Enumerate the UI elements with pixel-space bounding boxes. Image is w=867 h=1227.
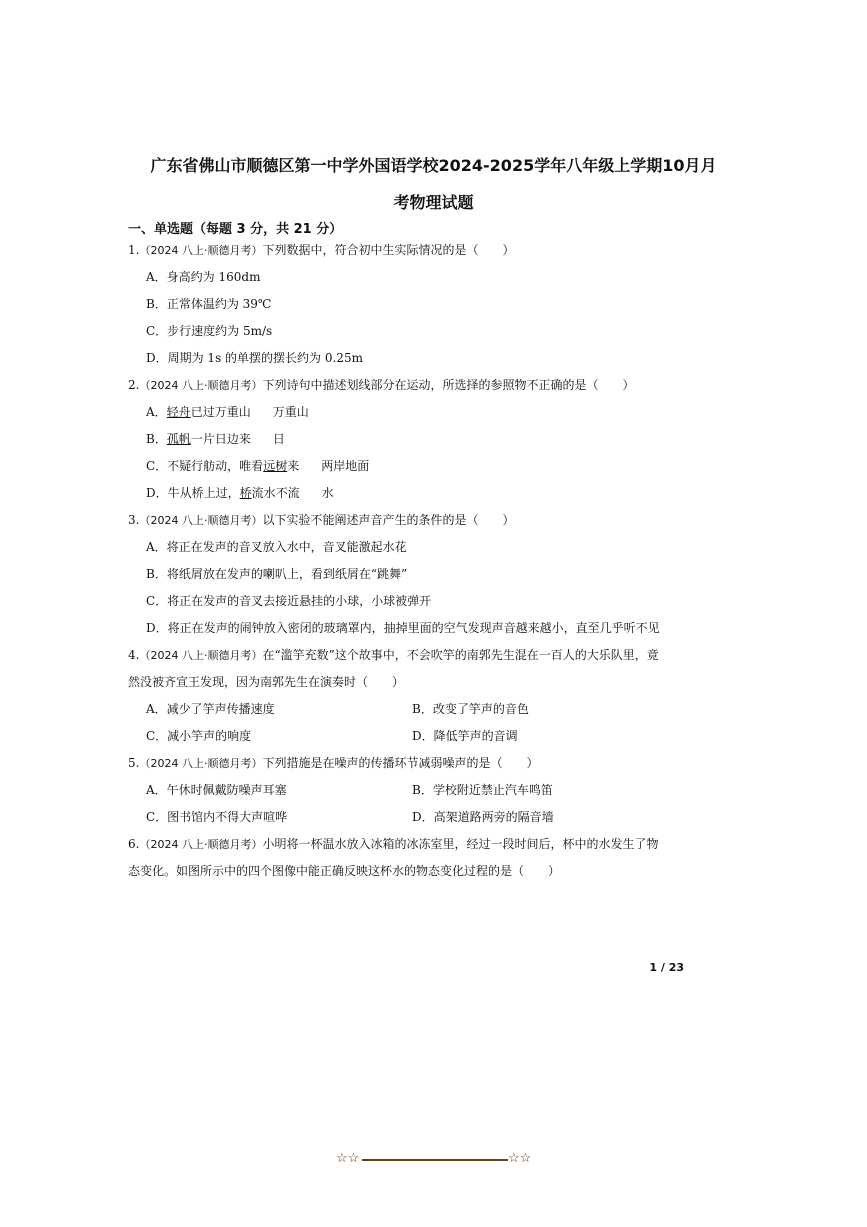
q3-option-d: D．将正在发声的闹钟放入密闭的玻璃罩内，抽掉里面的空气发现声音越来越小，直至几乎听不见 [146, 621, 660, 635]
underlined-word: 孤帆 [166, 432, 191, 446]
option-text: 流水不流 [251, 486, 300, 500]
question-source-tag: （2024 八上·顺德月考） [139, 379, 263, 392]
question-3 [128, 512, 514, 529]
q5-option-a: A．午休时佩戴防噪声耳塞 [146, 783, 287, 797]
question-source-tag: （2024 八上·顺德月考） [139, 757, 263, 770]
footer-rule [362, 1159, 508, 1161]
q5-option-c: C．图书馆内不得大声喧哗 [146, 810, 288, 824]
q2-option-b [146, 431, 285, 447]
question-source-tag: （2024 八上·顺德月考） [139, 514, 263, 527]
q1-option-a: A．身高约为 160dm [146, 270, 261, 284]
q2-option-c [146, 458, 369, 474]
question-4 [128, 647, 659, 664]
option-text: 一片日边来 [190, 432, 251, 446]
q3-option-c: C．将正在发声的音叉去接近悬挂的小球，小球被弹开 [146, 594, 432, 608]
question-stem: 下列数据中，符合初中生实际情况的是（ ） [262, 243, 515, 257]
underlined-word: 桥 [239, 486, 252, 500]
star-icon: ☆☆ [508, 1151, 532, 1166]
question-number: 1. [128, 243, 140, 257]
question-1 [128, 242, 514, 259]
document-title-line1: 广东省佛山市顺德区第一中学外国语学校2024-2025学年八年级上学期10月月 [150, 156, 717, 175]
q1-option-c: C．步行速度约为 5m/s [146, 324, 273, 338]
q3-option-b: B．将纸屑放在发声的喇叭上，看到纸屑在“跳舞” [146, 567, 408, 581]
question-stem: 下列诗句中描述划线部分在运动，所选择的参照物不正确的是（ ） [262, 378, 635, 392]
question-number: 2. [128, 378, 140, 392]
q5-option-d: D．高架道路两旁的隔音墙 [412, 810, 554, 824]
question-stem: 下列措施是在噪声的传播环节减弱噪声的是（ ） [262, 756, 539, 770]
section-heading: 一、单选题（每题 3 分，共 21 分） [128, 222, 343, 237]
underlined-word: 轻舟 [166, 405, 191, 419]
q4-option-c: C．减小竽声的响度 [146, 729, 252, 743]
question-number: 4. [128, 648, 140, 662]
q2-option-a [146, 404, 309, 420]
question-source-tag: （2024 八上·顺德月考） [139, 649, 263, 662]
option-text: 来 [287, 459, 300, 473]
option-prefix: C．不疑行舫动，唯看 [146, 459, 264, 473]
reference-object: 日 [272, 432, 285, 446]
q3-option-a: A．将正在发声的音叉放入水中，音叉能激起水花 [146, 540, 407, 554]
q1-option-b: B．正常体温约为 39℃ [146, 297, 272, 311]
question-stem: 以下实验不能阐述声音产生的条件的是（ ） [262, 513, 515, 527]
option-text: 已过万重山 [190, 405, 251, 419]
question-number: 6. [128, 837, 140, 851]
option-prefix: D．牛从桥上过， [146, 486, 240, 500]
q4-option-b: B．改变了竽声的音色 [412, 702, 529, 716]
footer-ornament [336, 1150, 536, 1170]
q6-stem-continued: 态变化。如图所示中的四个图像中能正确反映这杯水的物态变化过程的是（ ） [128, 864, 561, 878]
question-number: 5. [128, 756, 140, 770]
q4-stem-continued: 然没被齐宣王发现，因为南郭先生在演奏时（ ） [128, 675, 405, 689]
question-stem: 在“滥竽充数”这个故事中，不会吹竽的南郭先生混在一百人的大乐队里，竟 [262, 648, 659, 662]
q5-option-b: B．学校附近禁止汽车鸣笛 [412, 783, 553, 797]
q2-option-d [146, 485, 334, 501]
option-prefix: A． [146, 405, 167, 419]
q4-option-a: A．减少了竽声传播速度 [146, 702, 275, 716]
star-icon: ☆☆ [336, 1151, 360, 1166]
reference-object: 两岸地面 [321, 459, 370, 473]
page-number: 1 / 23 [649, 961, 684, 974]
question-5 [128, 755, 538, 772]
underlined-word: 远树 [263, 459, 288, 473]
reference-object: 水 [321, 486, 334, 500]
option-prefix: B． [146, 432, 167, 446]
question-stem: 小明将一杯温水放入冰箱的冰冻室里，经过一段时间后，杯中的水发生了物 [262, 837, 659, 851]
question-source-tag: （2024 八上·顺德月考） [139, 838, 263, 851]
question-source-tag: （2024 八上·顺德月考） [139, 244, 263, 257]
document-title-line2: 考物理试题 [393, 193, 474, 212]
reference-object: 万重山 [272, 405, 309, 419]
q1-option-d: D．周期为 1s 的单摆的摆长约为 0.25m [146, 351, 363, 365]
q4-option-d: D．降低竽声的音调 [412, 729, 518, 743]
question-6 [128, 836, 658, 853]
question-number: 3. [128, 513, 140, 527]
question-2 [128, 377, 634, 394]
